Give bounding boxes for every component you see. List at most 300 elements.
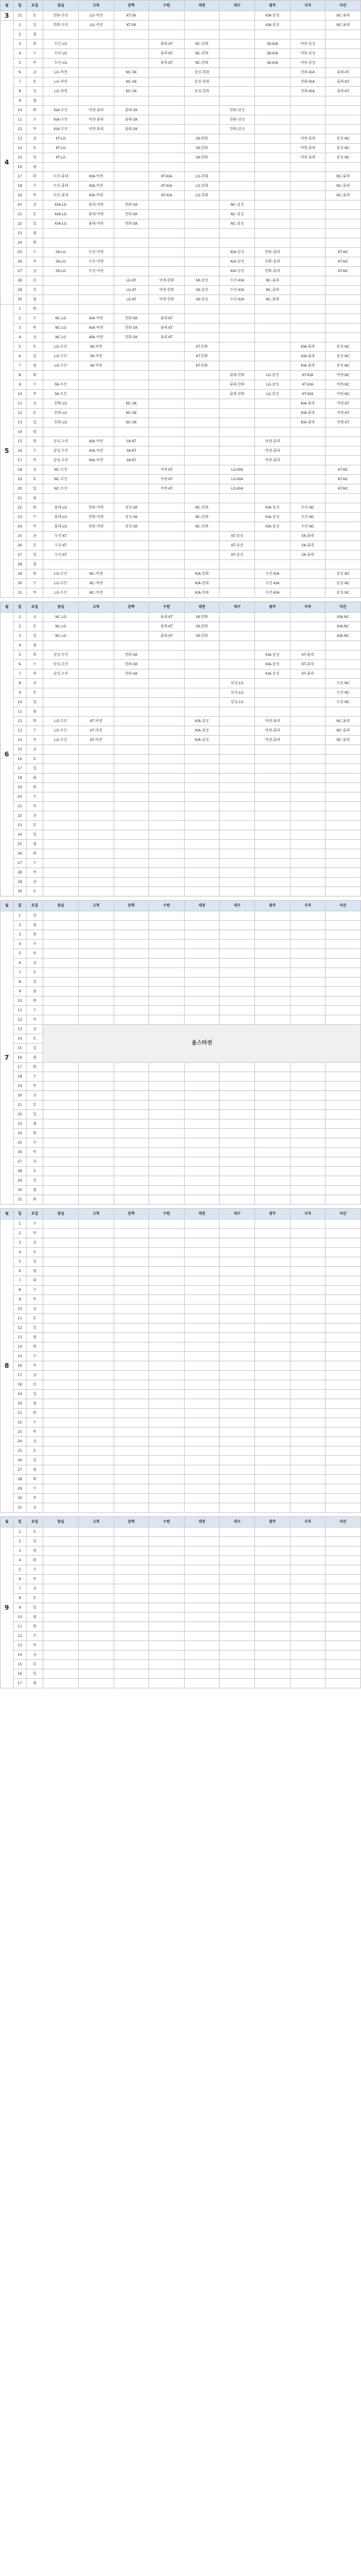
- day-row: [1, 1167, 361, 1176]
- game-cell: [114, 959, 149, 968]
- game-cell: [78, 830, 114, 840]
- game-cell: [220, 987, 255, 996]
- game-cell: [290, 1229, 325, 1238]
- game-cell: [255, 494, 291, 503]
- game-cell: [255, 987, 291, 996]
- game-cell: [43, 1295, 79, 1305]
- game-cell: [325, 551, 361, 560]
- game-cell: [114, 40, 149, 49]
- day-row: [1, 1390, 361, 1399]
- game-cell: [290, 622, 325, 632]
- day-number: 9: [13, 96, 26, 106]
- game-cell: [290, 774, 325, 783]
- weekday: 일: [26, 1176, 43, 1186]
- game-cell: [255, 613, 291, 622]
- month-gap: [1, 598, 361, 602]
- day-number: 16: [13, 1361, 26, 1371]
- game-cell: [78, 1333, 114, 1342]
- game-cell: [255, 802, 291, 811]
- game-cell: [43, 1072, 79, 1082]
- game-cell: [184, 1575, 220, 1584]
- game-cell: [78, 887, 114, 897]
- game-cell: [78, 1632, 114, 1641]
- game-cell: [149, 911, 185, 921]
- game-cell: [114, 191, 149, 200]
- game-cell: [149, 1632, 185, 1641]
- day-row: [1, 792, 361, 802]
- day-number: 8: [13, 87, 26, 96]
- game-cell: [114, 1323, 149, 1333]
- game-cell: [290, 868, 325, 878]
- game-cell: SK-한화: [184, 153, 220, 163]
- weekday: 월: [26, 921, 43, 930]
- game-cell: NC-두산: [43, 475, 79, 484]
- game-cell: [255, 1380, 291, 1390]
- game-cell: [290, 1641, 325, 1651]
- game-cell: KIA-넥센: [78, 437, 114, 446]
- day-number: 12: [13, 409, 26, 418]
- game-cell: [114, 613, 149, 622]
- day-number: 21: [13, 1409, 26, 1418]
- weekday: 목: [26, 802, 43, 811]
- game-cell: [325, 1565, 361, 1575]
- game-cell: [220, 1603, 255, 1613]
- game-cell: 삼성-NC: [325, 153, 361, 163]
- game-cell: [220, 588, 255, 598]
- day-row: [1, 446, 361, 456]
- game-cell: [43, 792, 79, 802]
- game-cell: 롯데-한화: [220, 380, 255, 390]
- game-cell: [325, 840, 361, 849]
- game-cell: [78, 774, 114, 783]
- game-cell: [325, 811, 361, 821]
- day-row: [1, 182, 361, 191]
- game-cell: [220, 849, 255, 859]
- game-cell: [114, 257, 149, 267]
- game-cell: [114, 996, 149, 1006]
- day-row: [1, 987, 361, 996]
- game-cell: [255, 688, 291, 698]
- day-row: [1, 1157, 361, 1167]
- day-number: 5: [13, 949, 26, 959]
- game-cell: [220, 1679, 255, 1688]
- game-cell: [290, 1503, 325, 1513]
- game-cell: [43, 1380, 79, 1390]
- game-cell: [220, 783, 255, 792]
- game-cell: [290, 1238, 325, 1248]
- day-row: [1, 830, 361, 840]
- day-row: [1, 1371, 361, 1380]
- game-cell: [255, 1267, 291, 1276]
- game-cell: NC-LG: [43, 314, 79, 323]
- game-cell: LG-넥센: [78, 21, 114, 30]
- game-cell: [255, 1660, 291, 1669]
- game-cell: [220, 1129, 255, 1138]
- game-cell: [184, 1603, 220, 1613]
- game-cell: KT-NC: [325, 257, 361, 267]
- game-cell: [255, 774, 291, 783]
- column-header: 월: [1, 901, 14, 911]
- weekday: 일: [26, 153, 43, 163]
- day-row: [1, 342, 361, 352]
- game-cell: [255, 115, 291, 125]
- game-cell: [220, 887, 255, 897]
- game-cell: [114, 30, 149, 40]
- game-cell: KT-KIA: [290, 371, 325, 380]
- day-number: 4: [13, 49, 26, 59]
- game-cell: [220, 1594, 255, 1603]
- game-cell: [290, 1082, 325, 1091]
- day-number: 14: [13, 428, 26, 437]
- game-cell: 롯데-KT: [149, 632, 185, 641]
- game-cell: [255, 1456, 291, 1465]
- game-cell: [184, 418, 220, 428]
- weekday: 토: [26, 475, 43, 484]
- game-cell: [78, 959, 114, 968]
- game-cell: [255, 1176, 291, 1186]
- game-cell: 넥센-롯데: [255, 726, 291, 736]
- game-cell: [43, 371, 79, 380]
- game-cell: [184, 484, 220, 494]
- game-cell: [114, 1314, 149, 1323]
- game-cell: LG-KIA: [220, 484, 255, 494]
- column-header: 요일: [26, 1209, 43, 1219]
- game-cell: [290, 1437, 325, 1446]
- game-cell: [290, 172, 325, 182]
- day-row: [1, 428, 361, 437]
- day-number: 31: [13, 11, 26, 21]
- game-cell: 두산-KT: [43, 551, 79, 560]
- day-row: [1, 191, 361, 200]
- game-cell: 넥센-한화: [149, 286, 185, 295]
- game-cell: [220, 1015, 255, 1025]
- game-cell: [290, 1148, 325, 1157]
- day-row: [1, 698, 361, 707]
- column-header: 고척: [78, 1, 114, 11]
- game-cell: [78, 532, 114, 541]
- game-cell: [220, 1632, 255, 1641]
- game-cell: [290, 21, 325, 30]
- game-cell: [114, 1371, 149, 1380]
- game-cell: [220, 1219, 255, 1229]
- game-cell: [220, 49, 255, 59]
- game-cell: [43, 959, 79, 968]
- game-cell: [220, 1257, 255, 1267]
- weekday: 토: [26, 887, 43, 897]
- day-number: 1: [13, 21, 26, 30]
- game-cell: [149, 1399, 185, 1409]
- game-cell: 한화-LG: [43, 399, 79, 409]
- game-cell: 넥센-KT: [149, 484, 185, 494]
- game-cell: [184, 978, 220, 987]
- game-cell: [220, 1446, 255, 1456]
- game-cell: [114, 1528, 149, 1537]
- game-cell: [184, 1660, 220, 1669]
- game-cell: [184, 399, 220, 409]
- day-row: [1, 21, 361, 30]
- game-cell: [290, 1110, 325, 1119]
- day-row: [1, 996, 361, 1006]
- game-cell: [290, 949, 325, 959]
- game-cell: [290, 229, 325, 238]
- day-number: 24: [13, 830, 26, 840]
- day-row: [1, 456, 361, 465]
- game-cell: [149, 949, 185, 959]
- day-number: 4: [13, 940, 26, 949]
- weekday: 목: [26, 257, 43, 267]
- game-cell: [184, 200, 220, 210]
- day-row: [1, 49, 361, 59]
- game-cell: [325, 1342, 361, 1352]
- game-cell: [325, 1119, 361, 1129]
- game-cell: [325, 286, 361, 295]
- weekday: 월: [26, 560, 43, 569]
- game-cell: [290, 437, 325, 446]
- month-label: 9: [1, 1528, 14, 1688]
- game-cell: [220, 352, 255, 361]
- game-cell: [255, 238, 291, 248]
- game-cell: [149, 1257, 185, 1267]
- column-header: 월: [1, 1, 14, 11]
- day-number: 2: [13, 921, 26, 930]
- day-row: [1, 1613, 361, 1622]
- game-cell: KT-LG: [43, 134, 79, 144]
- game-cell: [255, 1409, 291, 1418]
- day-number: 9: [13, 688, 26, 698]
- game-cell: [114, 878, 149, 887]
- game-cell: [78, 1613, 114, 1622]
- day-row: [1, 1428, 361, 1437]
- game-cell: KT-한화: [184, 361, 220, 371]
- game-cell: [220, 569, 255, 579]
- game-cell: [78, 1361, 114, 1371]
- game-cell: [184, 698, 220, 707]
- game-cell: [184, 868, 220, 878]
- day-row: [1, 1186, 361, 1195]
- game-cell: LG-한화: [184, 172, 220, 182]
- day-row: [1, 30, 361, 40]
- day-row: [1, 1446, 361, 1456]
- game-cell: [78, 698, 114, 707]
- weekday: 화: [26, 1063, 43, 1072]
- game-cell: 한화-삼성: [220, 106, 255, 115]
- day-row: [1, 1565, 361, 1575]
- game-cell: [184, 1267, 220, 1276]
- game-cell: [149, 522, 185, 532]
- game-cell: [149, 210, 185, 219]
- game-cell: [114, 1632, 149, 1641]
- game-cell: NC-한화: [184, 522, 220, 532]
- game-cell: 삼성-두산: [43, 660, 79, 669]
- game-cell: [184, 115, 220, 125]
- game-cell: [43, 229, 79, 238]
- day-number: 30: [13, 1494, 26, 1503]
- weekday: 토: [26, 1380, 43, 1390]
- game-cell: [290, 1399, 325, 1409]
- day-row: [1, 484, 361, 494]
- game-cell: [220, 1465, 255, 1475]
- game-cell: [78, 40, 114, 49]
- game-cell: [220, 1475, 255, 1484]
- day-number: 11: [13, 399, 26, 409]
- game-cell: [149, 1503, 185, 1513]
- month-gap-cell: [1, 897, 361, 901]
- day-row: [1, 352, 361, 361]
- game-cell: [78, 1176, 114, 1186]
- game-cell: [325, 707, 361, 717]
- game-cell: [78, 688, 114, 698]
- column-header: 사직: [290, 901, 325, 911]
- game-cell: [149, 1342, 185, 1352]
- game-cell: [184, 949, 220, 959]
- game-cell: [114, 1418, 149, 1428]
- day-number: 12: [13, 1632, 26, 1641]
- game-cell: [114, 1613, 149, 1622]
- game-cell: [184, 679, 220, 688]
- day-number: 28: [13, 1167, 26, 1176]
- day-number: 29: [13, 286, 26, 295]
- game-cell: [149, 1352, 185, 1361]
- game-cell: [220, 632, 255, 641]
- day-row: [1, 1305, 361, 1314]
- game-cell: SK-KIA: [255, 49, 291, 59]
- game-cell: [43, 1110, 79, 1119]
- weekday: 수: [26, 1632, 43, 1641]
- month-label: 4: [1, 21, 14, 305]
- game-cell: [149, 1157, 185, 1167]
- game-cell: [78, 660, 114, 669]
- game-cell: LG-삼성: [255, 371, 291, 380]
- game-cell: [149, 30, 185, 40]
- game-cell: [220, 182, 255, 191]
- game-cell: NC-두산: [43, 484, 79, 494]
- game-cell: [290, 840, 325, 849]
- weekday: 토: [26, 1594, 43, 1603]
- day-row: [1, 532, 361, 541]
- game-cell: [255, 821, 291, 830]
- game-cell: [184, 1537, 220, 1546]
- day-number: 20: [13, 200, 26, 210]
- weekday: 월: [26, 428, 43, 437]
- game-cell: [220, 87, 255, 96]
- game-cell: [184, 1101, 220, 1110]
- day-row: [1, 323, 361, 333]
- weekday: 금: [26, 959, 43, 968]
- weekday: 금: [26, 613, 43, 622]
- game-cell: [43, 1613, 79, 1622]
- day-row: [1, 632, 361, 641]
- game-cell: [220, 660, 255, 669]
- game-cell: [78, 1603, 114, 1613]
- weekday: 화: [26, 996, 43, 1006]
- game-cell: [290, 1584, 325, 1594]
- day-number: 17: [13, 1371, 26, 1380]
- game-cell: [220, 305, 255, 314]
- game-cell: [325, 968, 361, 978]
- game-cell: [255, 1669, 291, 1679]
- day-row: [1, 949, 361, 959]
- day-number: 20: [13, 1399, 26, 1409]
- game-cell: [325, 219, 361, 229]
- game-cell: [78, 1072, 114, 1082]
- game-cell: [290, 191, 325, 200]
- game-cell: [114, 1584, 149, 1594]
- day-row: [1, 134, 361, 144]
- game-cell: [114, 361, 149, 371]
- game-cell: [255, 930, 291, 940]
- game-cell: [184, 21, 220, 30]
- game-cell: [255, 409, 291, 418]
- game-cell: [220, 859, 255, 868]
- game-cell: [325, 1305, 361, 1314]
- game-cell: [78, 1651, 114, 1660]
- game-cell: [78, 428, 114, 437]
- day-row: [1, 641, 361, 651]
- game-cell: [290, 1167, 325, 1176]
- game-cell: [43, 1669, 79, 1679]
- game-cell: [290, 1456, 325, 1465]
- game-cell: [43, 276, 79, 286]
- game-cell: [114, 802, 149, 811]
- day-number: 14: [13, 1034, 26, 1044]
- weekday: 토: [26, 11, 43, 21]
- day-row: [1, 286, 361, 295]
- game-cell: [43, 1409, 79, 1418]
- day-number: 23: [13, 229, 26, 238]
- day-row: [1, 1342, 361, 1352]
- game-cell: [184, 437, 220, 446]
- game-cell: [325, 1622, 361, 1632]
- game-cell: [220, 940, 255, 949]
- column-header: 일: [13, 901, 26, 911]
- day-number: 11: [13, 1006, 26, 1015]
- weekday: 화: [26, 437, 43, 446]
- game-cell: [184, 1546, 220, 1556]
- column-header: 대구: [220, 1209, 255, 1219]
- game-cell: [78, 1267, 114, 1276]
- day-number: 31: [13, 588, 26, 598]
- game-cell: [290, 560, 325, 569]
- game-cell: [220, 96, 255, 106]
- game-cell: [220, 1669, 255, 1679]
- column-header: 요일: [26, 1, 43, 11]
- game-cell: [149, 887, 185, 897]
- game-cell: [290, 811, 325, 821]
- day-row: [1, 11, 361, 21]
- game-cell: [184, 1679, 220, 1688]
- game-cell: [149, 125, 185, 134]
- game-cell: [255, 1632, 291, 1641]
- day-number: 15: [13, 1044, 26, 1053]
- game-cell: [325, 30, 361, 40]
- game-cell: [149, 821, 185, 830]
- game-cell: [290, 1248, 325, 1257]
- game-cell: [184, 371, 220, 380]
- game-cell: 롯데-KT: [325, 77, 361, 87]
- game-cell: KIA-넥센: [78, 446, 114, 456]
- weekday: 목: [26, 59, 43, 68]
- game-cell: [255, 1361, 291, 1371]
- day-number: 24: [13, 1129, 26, 1138]
- game-cell: [114, 1546, 149, 1556]
- weekday: 토: [26, 1528, 43, 1537]
- game-cell: [78, 1409, 114, 1418]
- day-number: 17: [13, 1063, 26, 1072]
- game-cell: [184, 1390, 220, 1399]
- game-cell: [78, 1248, 114, 1257]
- game-cell: [255, 1546, 291, 1556]
- weekday: 화: [26, 849, 43, 859]
